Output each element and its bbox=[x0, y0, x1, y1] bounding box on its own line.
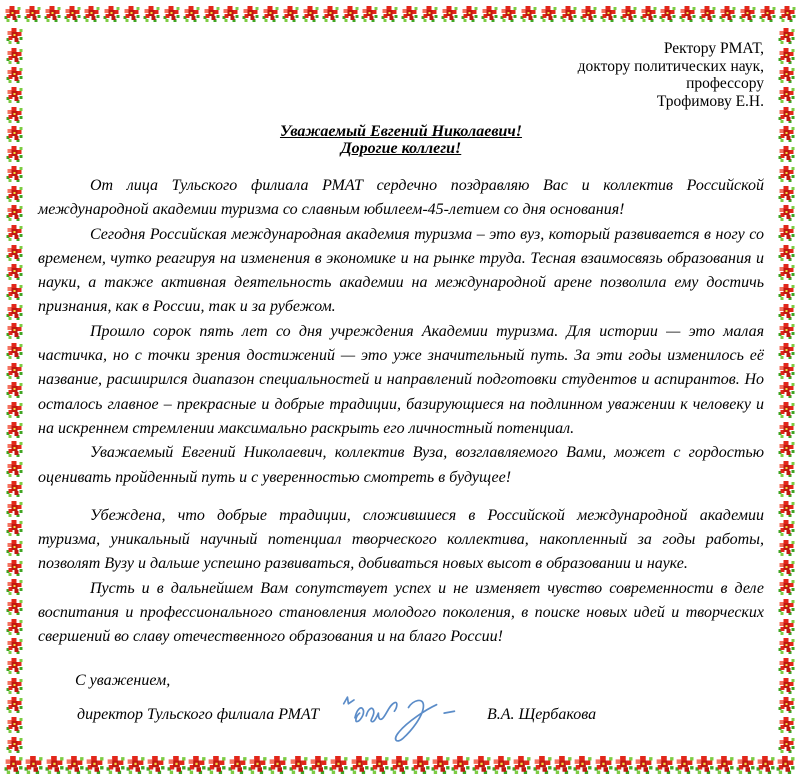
flower-icon bbox=[778, 264, 795, 280]
flower-icon bbox=[65, 756, 84, 774]
flower-icon bbox=[431, 756, 450, 774]
flower-icon bbox=[4, 756, 23, 774]
flower-icon bbox=[6, 599, 23, 615]
flower-icon bbox=[739, 6, 756, 22]
flower-icon bbox=[421, 6, 438, 22]
flower-icon bbox=[540, 6, 557, 22]
flower-icon bbox=[719, 6, 736, 22]
flower-icon bbox=[106, 756, 125, 774]
flower-icon bbox=[655, 756, 674, 774]
flower-icon bbox=[756, 756, 775, 774]
flower-icon bbox=[778, 48, 795, 64]
letter-body bbox=[38, 174, 764, 650]
flower-icon bbox=[778, 363, 795, 379]
letter-paragraph: Уважаемый Евгений Николаевич, коллектив Вуза, возглавляемого Вами, может с гордостью оценивать пройденный путь и с уверенностью смотреть в будущее! bbox=[38, 444, 764, 486]
flower-icon bbox=[594, 756, 613, 774]
flower-icon bbox=[441, 6, 458, 22]
flower-icon bbox=[778, 658, 795, 674]
flower-icon bbox=[282, 6, 299, 22]
ornamental-border-bottom bbox=[4, 756, 796, 775]
flower-icon bbox=[4, 6, 21, 22]
flower-icon bbox=[778, 28, 795, 44]
flower-icon bbox=[6, 441, 23, 457]
flower-icon bbox=[228, 756, 247, 774]
flower-icon bbox=[302, 6, 319, 22]
flower-icon bbox=[679, 6, 696, 22]
flower-icon bbox=[573, 756, 592, 774]
flower-icon bbox=[123, 6, 140, 22]
flower-icon bbox=[187, 756, 206, 774]
flower-icon bbox=[6, 126, 23, 142]
flower-icon bbox=[560, 6, 577, 22]
flower-icon bbox=[778, 87, 795, 103]
flower-icon bbox=[163, 6, 180, 22]
ornamental-border-left bbox=[6, 28, 23, 753]
flower-icon bbox=[6, 501, 23, 517]
flower-icon bbox=[778, 599, 795, 615]
flower-icon bbox=[778, 737, 795, 753]
letter-paragraph: Убеждена, что добрые традиции, сложившиеся в Российской международной академии туризма, уникальный научный потенциал творческого коллектива, накопленный за годы работы, позволят Вузу и дальше успешно развиваться, добиваться новых высот в образовании и науке. bbox=[38, 506, 764, 573]
flower-icon bbox=[778, 126, 795, 142]
flower-icon bbox=[778, 225, 795, 241]
flower-icon bbox=[390, 756, 409, 774]
flower-icon bbox=[6, 67, 23, 83]
handwritten-signature bbox=[339, 687, 461, 743]
flower-icon bbox=[778, 520, 795, 536]
flower-icon bbox=[6, 87, 23, 103]
recipient-line: Ректору РМАТ, bbox=[663, 40, 764, 57]
flower-icon bbox=[600, 6, 617, 22]
salutation-block bbox=[38, 123, 764, 157]
closing-regards: С уважением, bbox=[75, 671, 171, 689]
flower-icon bbox=[778, 284, 795, 300]
flower-icon bbox=[309, 756, 328, 774]
flower-icon bbox=[6, 717, 23, 733]
recipient-line: Трофимову Е.Н. bbox=[656, 92, 764, 110]
recipient-block bbox=[38, 40, 764, 110]
closing-title: директор Тульского филиала РМАТ bbox=[77, 705, 319, 723]
flower-icon bbox=[620, 6, 637, 22]
flower-icon bbox=[167, 756, 186, 774]
flower-icon bbox=[6, 540, 23, 556]
flower-icon bbox=[126, 756, 145, 774]
flower-icon bbox=[6, 520, 23, 536]
flower-icon bbox=[500, 6, 517, 22]
flower-icon bbox=[24, 6, 41, 22]
flower-icon bbox=[401, 6, 418, 22]
flower-icon bbox=[699, 6, 716, 22]
flower-icon bbox=[222, 6, 239, 22]
closing-name: В.А. Щербакова bbox=[486, 705, 597, 723]
letter-paragraph: Прошло сорок пять лет со дня учреждения Академии туризма. Для истории — это малая частичка, но с точки зрения достижений — это уже значительный путь. За эти годы изменилось её название, расширился диапазон специальностей и направлений подготовки студентов и аспирантов. Но осталось главное – прекрасные и добрые традиции, базирующиеся на подлинном уважении к человеку и на искреннем стремлении максимально раскрыть его личностный потенциал. bbox=[38, 322, 764, 437]
flower-icon bbox=[6, 28, 23, 44]
letter-paragraph: Пусть и в дальнейшем Вам сопутствует успех и не изменяет чувство современности в деле воспитания и профессионального становления молодого поколения, в поиске новых идей и творческих свершений во славу отечественного образования и на благо России! bbox=[38, 579, 764, 646]
flower-icon bbox=[778, 422, 795, 438]
flower-icon bbox=[322, 6, 339, 22]
flower-icon bbox=[342, 6, 359, 22]
flower-icon bbox=[44, 6, 61, 22]
flower-icon bbox=[778, 560, 795, 576]
flower-icon bbox=[778, 166, 795, 182]
letter-paragraph: От лица Тульского филиала РМАТ сердечно поздравляю Вас и коллектив Российской международной академии туризма со славным юбилеем-45-летием со дня основания! bbox=[38, 177, 764, 219]
flower-icon bbox=[6, 481, 23, 497]
flower-icon bbox=[778, 579, 795, 595]
flower-icon bbox=[143, 6, 160, 22]
letter-content bbox=[38, 27, 764, 730]
flower-icon bbox=[350, 756, 369, 774]
flower-icon bbox=[6, 422, 23, 438]
flower-icon bbox=[6, 284, 23, 300]
flower-icon bbox=[553, 756, 572, 774]
flower-icon bbox=[778, 619, 795, 635]
ornamental-border-right bbox=[778, 28, 795, 753]
flower-icon bbox=[6, 697, 23, 713]
flower-icon bbox=[207, 756, 226, 774]
flower-icon bbox=[6, 382, 23, 398]
flower-icon bbox=[451, 756, 470, 774]
flower-icon bbox=[183, 6, 200, 22]
flower-icon bbox=[6, 304, 23, 320]
flower-icon bbox=[778, 697, 795, 713]
flower-icon bbox=[776, 756, 795, 774]
flower-icon bbox=[6, 461, 23, 477]
flower-icon bbox=[778, 501, 795, 517]
flower-icon bbox=[6, 264, 23, 280]
flower-icon bbox=[83, 6, 100, 22]
flower-icon bbox=[6, 737, 23, 753]
flower-icon bbox=[778, 678, 795, 694]
flower-icon bbox=[492, 756, 511, 774]
flower-icon bbox=[6, 205, 23, 221]
flower-icon bbox=[6, 638, 23, 654]
flower-icon bbox=[659, 6, 676, 22]
flower-icon bbox=[6, 619, 23, 635]
flower-icon bbox=[262, 6, 279, 22]
flower-icon bbox=[64, 6, 81, 22]
flower-icon bbox=[779, 6, 796, 22]
flower-icon bbox=[289, 756, 308, 774]
flower-icon bbox=[361, 6, 378, 22]
flower-icon bbox=[381, 6, 398, 22]
closing-row bbox=[38, 700, 764, 730]
flower-icon bbox=[6, 146, 23, 162]
flower-icon bbox=[580, 6, 597, 22]
flower-icon bbox=[6, 186, 23, 202]
flower-icon bbox=[411, 756, 430, 774]
flower-icon bbox=[778, 461, 795, 477]
flower-icon bbox=[778, 107, 795, 123]
flower-icon bbox=[778, 402, 795, 418]
flower-icon bbox=[24, 756, 43, 774]
flower-icon bbox=[103, 6, 120, 22]
flower-icon bbox=[6, 48, 23, 64]
flower-icon bbox=[6, 363, 23, 379]
flower-icon bbox=[461, 6, 478, 22]
flower-icon bbox=[778, 205, 795, 221]
flower-icon bbox=[268, 756, 287, 774]
flower-icon bbox=[736, 756, 755, 774]
flower-icon bbox=[203, 6, 220, 22]
flower-icon bbox=[778, 186, 795, 202]
flower-icon bbox=[6, 678, 23, 694]
flower-icon bbox=[248, 756, 267, 774]
flower-icon bbox=[472, 756, 491, 774]
letter-paragraph: Сегодня Российская международная академия туризма – это вуз, который развивается в ногу со временем, чутко реагируя на изменения в экономике и на рынке труда. Тесная взаимосвязь образования и науки, а также активная деятельность академии на международной арене позволила ему достичь признания, как в России, так и за рубежом. bbox=[38, 225, 764, 316]
flower-icon bbox=[329, 756, 348, 774]
closing-block bbox=[38, 671, 764, 730]
flower-icon bbox=[520, 6, 537, 22]
salutation-line: Уважаемый Евгений Николаевич! bbox=[279, 123, 523, 140]
flower-icon bbox=[512, 756, 531, 774]
flower-icon bbox=[370, 756, 389, 774]
recipient-line: доктору политических наук, bbox=[577, 57, 764, 75]
flower-icon bbox=[634, 756, 653, 774]
flower-icon bbox=[778, 146, 795, 162]
flower-icon bbox=[778, 343, 795, 359]
flower-icon bbox=[778, 382, 795, 398]
flower-icon bbox=[614, 756, 633, 774]
flower-icon bbox=[778, 67, 795, 83]
flower-icon bbox=[778, 717, 795, 733]
flower-icon bbox=[6, 107, 23, 123]
ornamental-border-top bbox=[4, 6, 796, 24]
flower-icon bbox=[6, 402, 23, 418]
flower-icon bbox=[695, 756, 714, 774]
flower-icon bbox=[778, 245, 795, 261]
flower-icon bbox=[675, 756, 694, 774]
flower-icon bbox=[6, 323, 23, 339]
salutation-line: Дорогие коллеги! bbox=[340, 140, 462, 157]
flower-icon bbox=[778, 304, 795, 320]
flower-icon bbox=[778, 540, 795, 556]
flower-icon bbox=[6, 560, 23, 576]
flower-icon bbox=[640, 6, 657, 22]
flower-icon bbox=[481, 6, 498, 22]
flower-icon bbox=[533, 756, 552, 774]
flower-icon bbox=[242, 6, 259, 22]
flower-icon bbox=[45, 756, 64, 774]
recipient-line: профессору bbox=[686, 75, 764, 92]
flower-icon bbox=[6, 658, 23, 674]
flower-icon bbox=[146, 756, 165, 774]
flower-icon bbox=[6, 166, 23, 182]
flower-icon bbox=[6, 343, 23, 359]
flower-icon bbox=[778, 323, 795, 339]
flower-icon bbox=[6, 225, 23, 241]
flower-icon bbox=[778, 441, 795, 457]
flower-icon bbox=[715, 756, 734, 774]
flower-icon bbox=[6, 245, 23, 261]
flower-icon bbox=[6, 579, 23, 595]
flower-icon bbox=[778, 481, 795, 497]
flower-icon bbox=[778, 638, 795, 654]
flower-icon bbox=[85, 756, 104, 774]
flower-icon bbox=[759, 6, 776, 22]
